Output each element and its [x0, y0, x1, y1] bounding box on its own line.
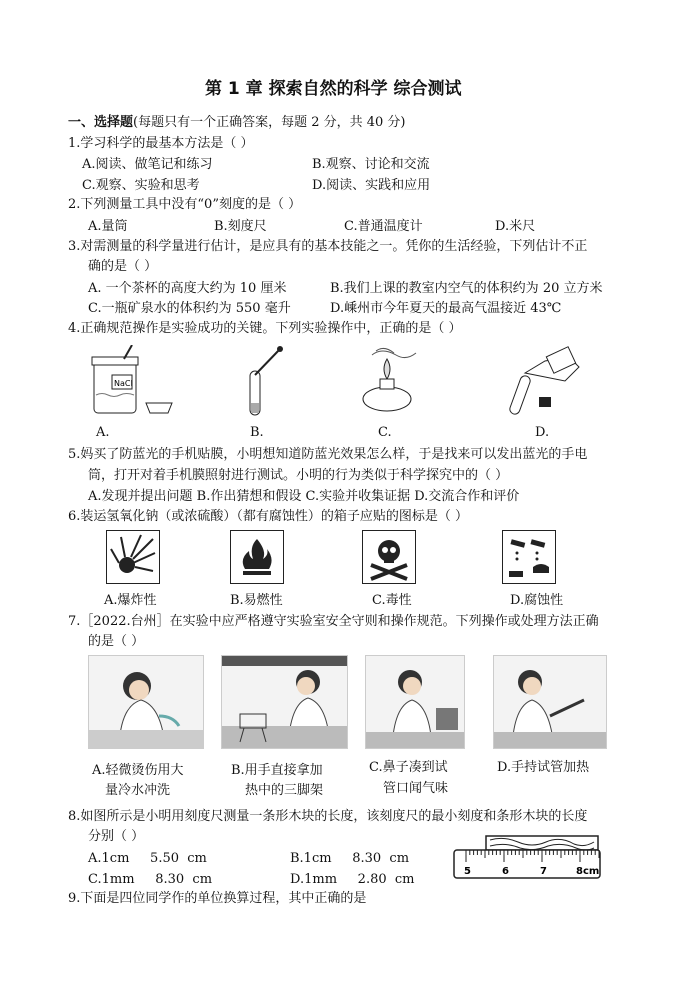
- q6-option-a: A.爆炸性: [104, 593, 157, 608]
- section-header: [68, 114, 406, 132]
- q2-stem: 2.下列测量工具中没有“0”刻度的是（ ）: [68, 197, 302, 212]
- ruler-label-7: 7: [540, 866, 547, 877]
- q2-option-d: D.米尺: [495, 219, 536, 234]
- q5-stem: 5.妈买了防蓝光的手机贴膜，小明想知道防蓝光效果怎么样，于是找来可以发出蓝光的手电: [68, 447, 588, 462]
- q7-picture-b: [221, 655, 348, 749]
- q7-option-a-line1: A.轻微烫伤用大: [92, 763, 184, 778]
- q7-stem-cont: 的是（ ）: [88, 634, 145, 649]
- q8-option-b: B.1cm 8.30 cm: [290, 851, 410, 866]
- q3-option-a: A. 一个茶杯的高度大约为 10 厘米: [88, 281, 287, 296]
- q7-stem: 7.［2022.台州］在实验中应严格遵守实验室安全守则和操作规范。下列操作或处理方法正确: [68, 614, 599, 629]
- q4-option-b: B.: [250, 425, 264, 440]
- q3-stem-cont: 确的是（ ）: [88, 259, 158, 274]
- q4-figure-b: [240, 345, 290, 417]
- explosive-icon: [106, 530, 160, 584]
- flammable-icon: [230, 530, 284, 584]
- page-title: 第 1 章 探索自然的科学 综合测试: [205, 79, 462, 99]
- q4-figure-d: [505, 345, 585, 417]
- q7-option-b-line1: B.用手直接拿加: [231, 763, 323, 778]
- ruler-label-5: 5: [464, 866, 471, 877]
- q5-options: A.发现并提出问题 B.作出猜想和假设 C.实验并收集证据 D.交流合作和评价: [88, 489, 520, 504]
- q2-option-b: B.刻度尺: [214, 219, 267, 234]
- ruler-label-6: 6: [502, 866, 509, 877]
- nacl-label: NaCl: [114, 379, 133, 388]
- q7-picture-a: [88, 655, 204, 749]
- q6-option-c: C.毒性: [372, 593, 412, 608]
- q4-option-c: C.: [378, 425, 392, 440]
- q6-option-b: B.易燃性: [230, 593, 283, 608]
- q3-option-d: D.嵊州市今年夏天的最高气温接近 43℃: [330, 301, 562, 316]
- q6-option-d: D.腐蚀性: [510, 593, 564, 608]
- q7-option-b-line2: 热中的三脚架: [245, 783, 324, 798]
- q2-option-a: A.量筒: [88, 219, 128, 234]
- q4-figure-a: [88, 345, 178, 417]
- q8-stem: 8.如图所示是小明用刻度尺测量一条形木块的长度，该刻度尺的最小刻度和条形木块的长度: [68, 809, 588, 824]
- q1-option-b: B.观察、讨论和交流: [312, 157, 430, 172]
- q7-picture-c: [365, 655, 465, 749]
- q4-option-d: D.: [535, 425, 550, 440]
- q7-option-c-line2: 管口闻气味: [383, 781, 449, 796]
- section-note: (每题只有一个正确答案，每题 2 分，共 40 分): [133, 115, 406, 130]
- q7-option-c-line1: C.鼻子凑到试: [369, 760, 448, 775]
- q7-option-d: D.手持试管加热: [497, 760, 590, 775]
- q1-option-a: A.阅读、做笔记和练习: [82, 157, 213, 172]
- q8-stem-cont: 分别（ ）: [88, 829, 145, 844]
- q4-figure-c: [352, 345, 422, 417]
- corrosive-icon: [502, 530, 556, 584]
- q4-stem: 4.正确规范操作是实验成功的关键。下列实验操作中，正确的是（ ）: [68, 321, 462, 336]
- q8-option-c: C.1mm 8.30 cm: [88, 872, 213, 887]
- q4-option-a: A.: [96, 425, 110, 440]
- q7-picture-d: [493, 655, 607, 749]
- q5-stem-cont: 筒，打开对着手机膜照射进行测试。小明的行为类似于科学探究中的（ ）: [88, 468, 509, 483]
- ruler-label-8: 8cm: [576, 866, 600, 877]
- q8-option-a: A.1cm 5.50 cm: [88, 851, 207, 866]
- q1-stem: 1.学习科学的最基本方法是（ ）: [68, 136, 254, 151]
- q3-option-b: B.我们上课的教室内空气的体积约为 20 立方米: [330, 281, 603, 296]
- ruler-figure: [452, 834, 602, 880]
- q3-stem: 3.对需测量的科学量进行估计，是应具有的基本技能之一。凭你的生活经验，下列估计不正: [68, 239, 588, 254]
- q3-option-c: C.一瓶矿泉水的体积约为 550 毫升: [88, 301, 291, 316]
- q1-option-d: D.阅读、实践和应用: [312, 178, 431, 193]
- q2-option-c: C.普通温度计: [344, 219, 423, 234]
- section-label: 一、选择题: [68, 115, 134, 130]
- q8-option-d: D.1mm 2.80 cm: [290, 872, 415, 887]
- q9-stem: 9.下面是四位同学作的单位换算过程，其中正确的是: [68, 891, 367, 906]
- toxic-icon: [362, 530, 416, 584]
- q1-option-c: C.观察、实验和思考: [82, 178, 200, 193]
- q6-stem: 6.装运氢氧化钠（或浓硫酸）（都有腐蚀性）的箱子应贴的图标是（ ）: [68, 509, 469, 524]
- q7-option-a-line2: 量冷水冲洗: [105, 783, 171, 798]
